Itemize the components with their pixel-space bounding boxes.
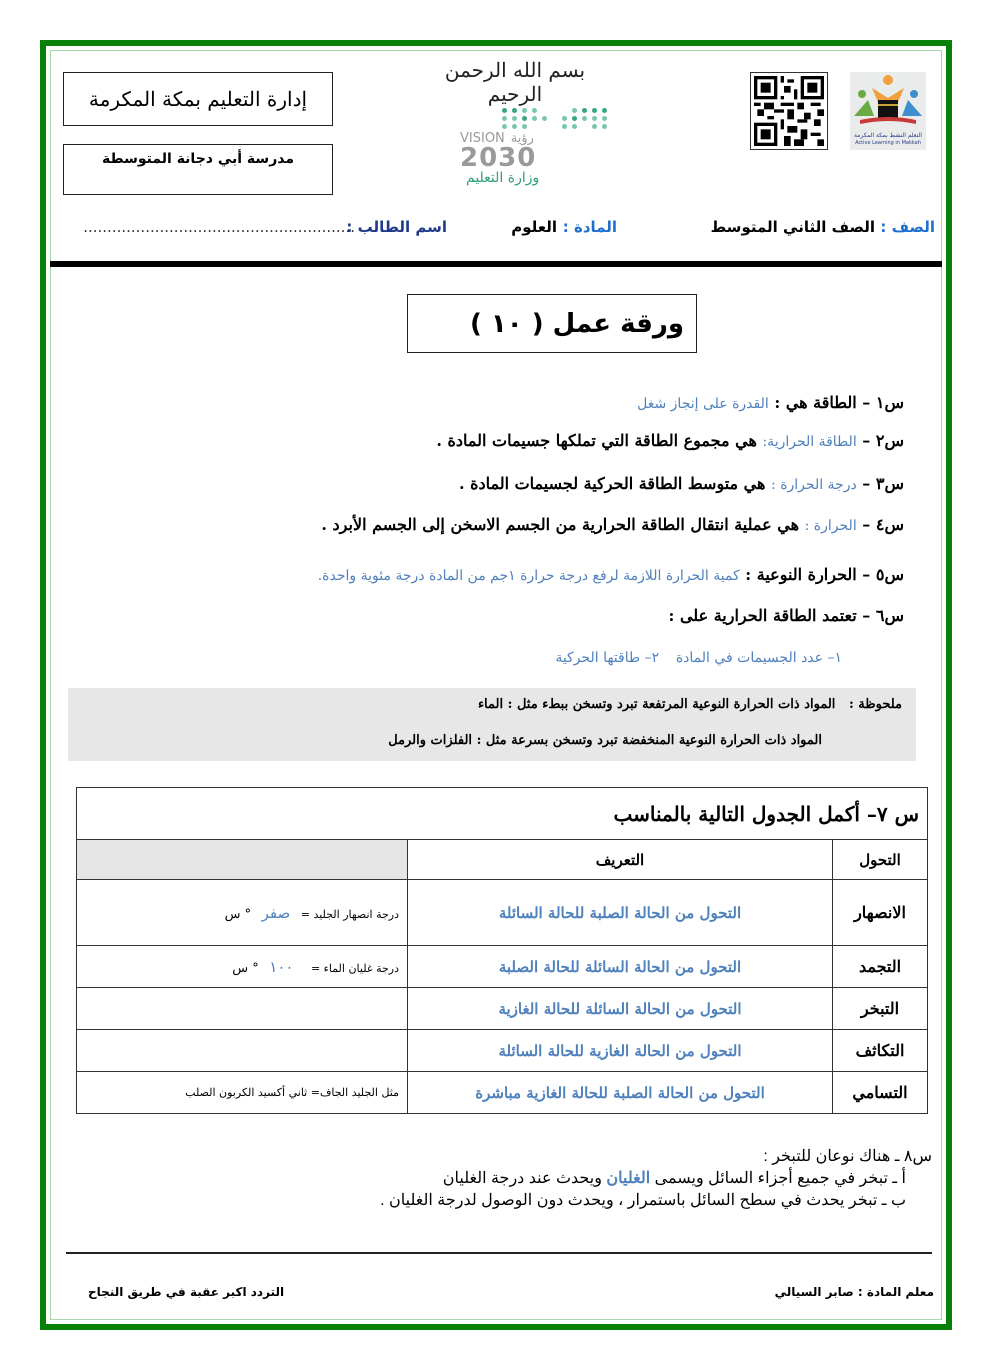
question-2: س٢ – الطاقة الحرارية: هي مجموع الطاقة التي تملكها جسيمات المادة . <box>436 431 904 450</box>
student-name-field[interactable]: ......................................................... <box>83 218 355 236</box>
question-6: س٦ – تعتمد الطاقة الحرارية على : <box>668 606 904 625</box>
note-label: ملحوظة : <box>848 697 902 712</box>
kaaba-people-icon <box>850 72 926 128</box>
answer-6a: ١– عدد الجسيمات في المادة <box>675 650 842 666</box>
worksheet-title: ورقة عمل ( ١٠ ) <box>469 308 684 339</box>
teacher-name: معلم المادة : صابر السيالي <box>774 1285 934 1299</box>
question-1: س١ – الطاقة هي : القدرة على إنجاز شغل <box>637 393 904 412</box>
table-header-row <box>77 840 928 880</box>
note-line-2: المواد ذات الحرارة النوعية المنخفضة تبرد وتسخن بسرعة مثل : الفلزات والرمل <box>388 733 822 748</box>
question-5: س٥ – الحرارة النوعية : كمية الحرارة اللازمة لرفع درجة حرارة ١جم من المادة درجة مئوية واحدة. <box>317 565 904 584</box>
states-of-matter-table <box>76 787 928 1114</box>
school-name: مدرسة أبي دجانة المتوسطة <box>101 151 295 167</box>
header-extra <box>77 840 408 880</box>
term-2: الطاقة الحرارية: <box>762 434 857 450</box>
student-name-label: اسم الطالب : <box>346 218 447 236</box>
q8-part-b: ب ـ تبخر يحدث في سطح السائل باستمرار ، ويحدث دون الوصول لدرجة الغليان . <box>380 1192 906 1209</box>
table-row: التبخر التحول من الحالة السائلة للحالة الغازية <box>77 988 928 1030</box>
footer-divider <box>66 1252 932 1254</box>
q8-boiling-term: الغليان <box>606 1170 651 1187</box>
subject-value: العلوم <box>511 218 557 236</box>
answer-1: القدرة على إنجاز شغل <box>637 396 769 412</box>
grade-label: الصف : <box>880 218 935 236</box>
table-row: الانصهار التحول من الحالة الصلبة للحالة السائلة درجة انصهار الجليد = صفر ° س <box>77 880 928 946</box>
table-row: التكاثف التحول من الحالة الغازية للحالة السائلة <box>77 1030 928 1072</box>
question-6-answers <box>555 647 842 666</box>
table-row: التسامي التحول من الحالة الصلبة للحالة الغازية مباشرة مثل الجليد الجاف= ثاني أكسيد الكربون الصلب <box>77 1072 928 1114</box>
term-3: درجة الحرارة : <box>771 477 857 493</box>
logo-caption-en: Active Learning in Makkah <box>855 140 921 146</box>
vision-2030-logo <box>460 108 580 196</box>
question-3: س٣ – درجة الحرارة : هي متوسط الطاقة الحركية لجسيمات المادة . <box>458 474 904 493</box>
footer-motto: التردد اكبر عقبة في طريق النجاح <box>88 1285 285 1299</box>
question-8 <box>380 1146 932 1212</box>
answer-5: كمية الحرارة اللازمة لرفع درجة حرارة ١جم من المادة درجة مئوية واحدة. <box>317 568 740 584</box>
vision-dots-icon <box>502 108 580 129</box>
question-4: س٤ – الحرارة : هي عملية انتقال الطاقة الحرارية من الجسم الاسخن إلى الجسم الأبرد . <box>321 515 904 534</box>
q8-part-a: أ ـ تبخر في جميع أجزاء السائل ويسمى الغليان ويحدث عند درجة الغليان <box>442 1170 906 1187</box>
logo-caption-ar: التعلم النشط بمكة المكرمة <box>854 132 922 139</box>
basmala: بسم الله الرحمن الرحيم <box>444 58 586 106</box>
active-learning-logo <box>850 72 926 150</box>
answer-3: هي متوسط الطاقة الحركية لجسيمات المادة . <box>458 474 766 493</box>
student-info-row <box>60 218 935 242</box>
subject-label: المادة : <box>562 218 617 236</box>
grade-value: الصف الثاني المتوسط <box>710 218 875 236</box>
answer-6b: ٢– طاقتها الحركية <box>555 650 660 666</box>
table-title: س ٧– أكمل الجدول التالية بالمناسب <box>77 788 928 840</box>
table-row: التجمد التحول من الحالة السائلة للحالة الصلبة درجة غليان الماء = ١٠٠ ° س <box>77 946 928 988</box>
administration-box <box>63 72 333 126</box>
answer-4: هي عملية انتقال الطاقة الحرارية من الجسم الاسخن إلى الجسم الأبرد . <box>321 515 800 534</box>
vision-year: 2030 <box>460 143 537 173</box>
school-box <box>63 144 333 195</box>
q8-intro: س٨ ـ هناك نوعان للتبخر : <box>763 1148 932 1165</box>
term-4: الحرارة : <box>804 518 857 534</box>
header-divider <box>50 261 942 267</box>
note-box <box>68 688 916 761</box>
ministry-name: وزارة التعليم <box>466 170 540 186</box>
note-line-1: المواد ذات الحرارة النوعية المرتفعة تبرد وتسخن ببطء مثل : الماء <box>477 697 836 712</box>
header-definition: التعريف <box>408 840 833 880</box>
qr-code-icon[interactable] <box>750 72 828 150</box>
header-term: التحول <box>833 840 928 880</box>
administration-name: إدارة التعليم بمكة المكرمة <box>88 87 308 111</box>
vision-word-en: VISION <box>460 131 505 146</box>
vision-word-ar: رؤية <box>510 131 534 146</box>
worksheet-title-box <box>407 294 697 353</box>
answer-2: هي مجموع الطاقة التي تملكها جسيمات المادة . <box>436 431 757 450</box>
